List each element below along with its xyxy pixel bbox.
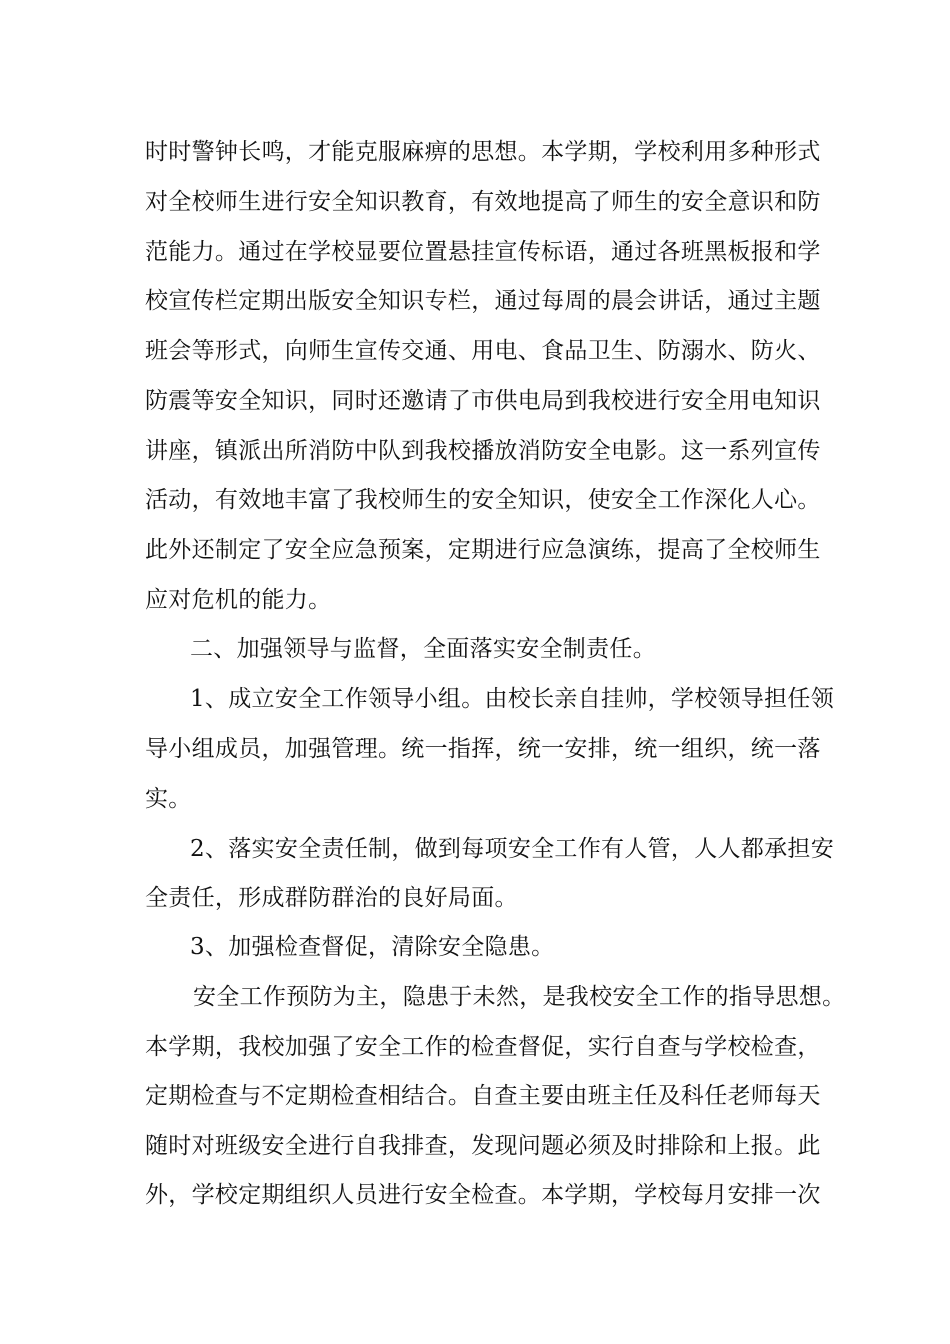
- text-line: 班会等形式，向师生宣传交通、用电、食品卫生、防溺水、防火、: [145, 338, 821, 364]
- text-line: 校宣传栏定期出版安全知识专栏，通过每周的晨会讲话，通过主题: [145, 288, 821, 314]
- text-line: 本学期，我校加强了安全工作的检查督促，实行自查与学校检查，: [145, 1034, 821, 1060]
- text-line: 定期检查与不定期检查相结合。自查主要由班主任及科任老师每天: [145, 1083, 821, 1109]
- text-line: 防震等安全知识，同时还邀请了市供电局到我校进行安全用电知识: [145, 388, 821, 414]
- text-line: 2、落实安全责任制，做到每项安全工作有人管，人人都承担安: [190, 836, 835, 862]
- text-line: 随时对班级安全进行自我排查，发现问题必须及时排除和上报。此: [145, 1133, 821, 1159]
- text-line: 时时警钟长鸣，才能克服麻痹的思想。本学期，学校利用多种形式: [145, 139, 821, 165]
- text-line: 全责任，形成群防群治的良好局面。: [145, 885, 518, 911]
- text-line: 导小组成员，加强管理。统一指挥，统一安排，统一组织，统一落: [145, 736, 821, 762]
- text-line: 应对危机的能力。: [145, 587, 332, 613]
- text-line: 对全校师生进行安全知识教育，有效地提高了师生的安全意识和防: [145, 189, 821, 215]
- text-line: 1、成立安全工作领导小组。由校长亲自挂帅，学校领导担任领: [190, 686, 835, 712]
- text-line: 活动，有效地丰富了我校师生的安全知识，使安全工作深化人心。: [145, 487, 821, 513]
- text-line: 实。: [145, 786, 192, 812]
- text-line: 范能力。通过在学校显要位置悬挂宣传标语，通过各班黑板报和学: [145, 239, 821, 265]
- text-line: 外，学校定期组织人员进行安全检查。本学期，学校每月安排一次: [145, 1182, 821, 1208]
- text-line: 此外还制定了安全应急预案，定期进行应急演练，提高了全校师生: [145, 537, 821, 563]
- section-heading: 二、加强领导与监督，全面落实安全制责任。: [190, 636, 656, 662]
- text-line: 讲座，镇派出所消防中队到我校播放消防安全电影。这一系列宣传: [145, 438, 821, 464]
- text-line: 安全工作预防为主，隐患于未然，是我校安全工作的指导思想。: [193, 984, 846, 1010]
- text-line: 3、加强检查督促，清除安全隐患。: [190, 934, 555, 960]
